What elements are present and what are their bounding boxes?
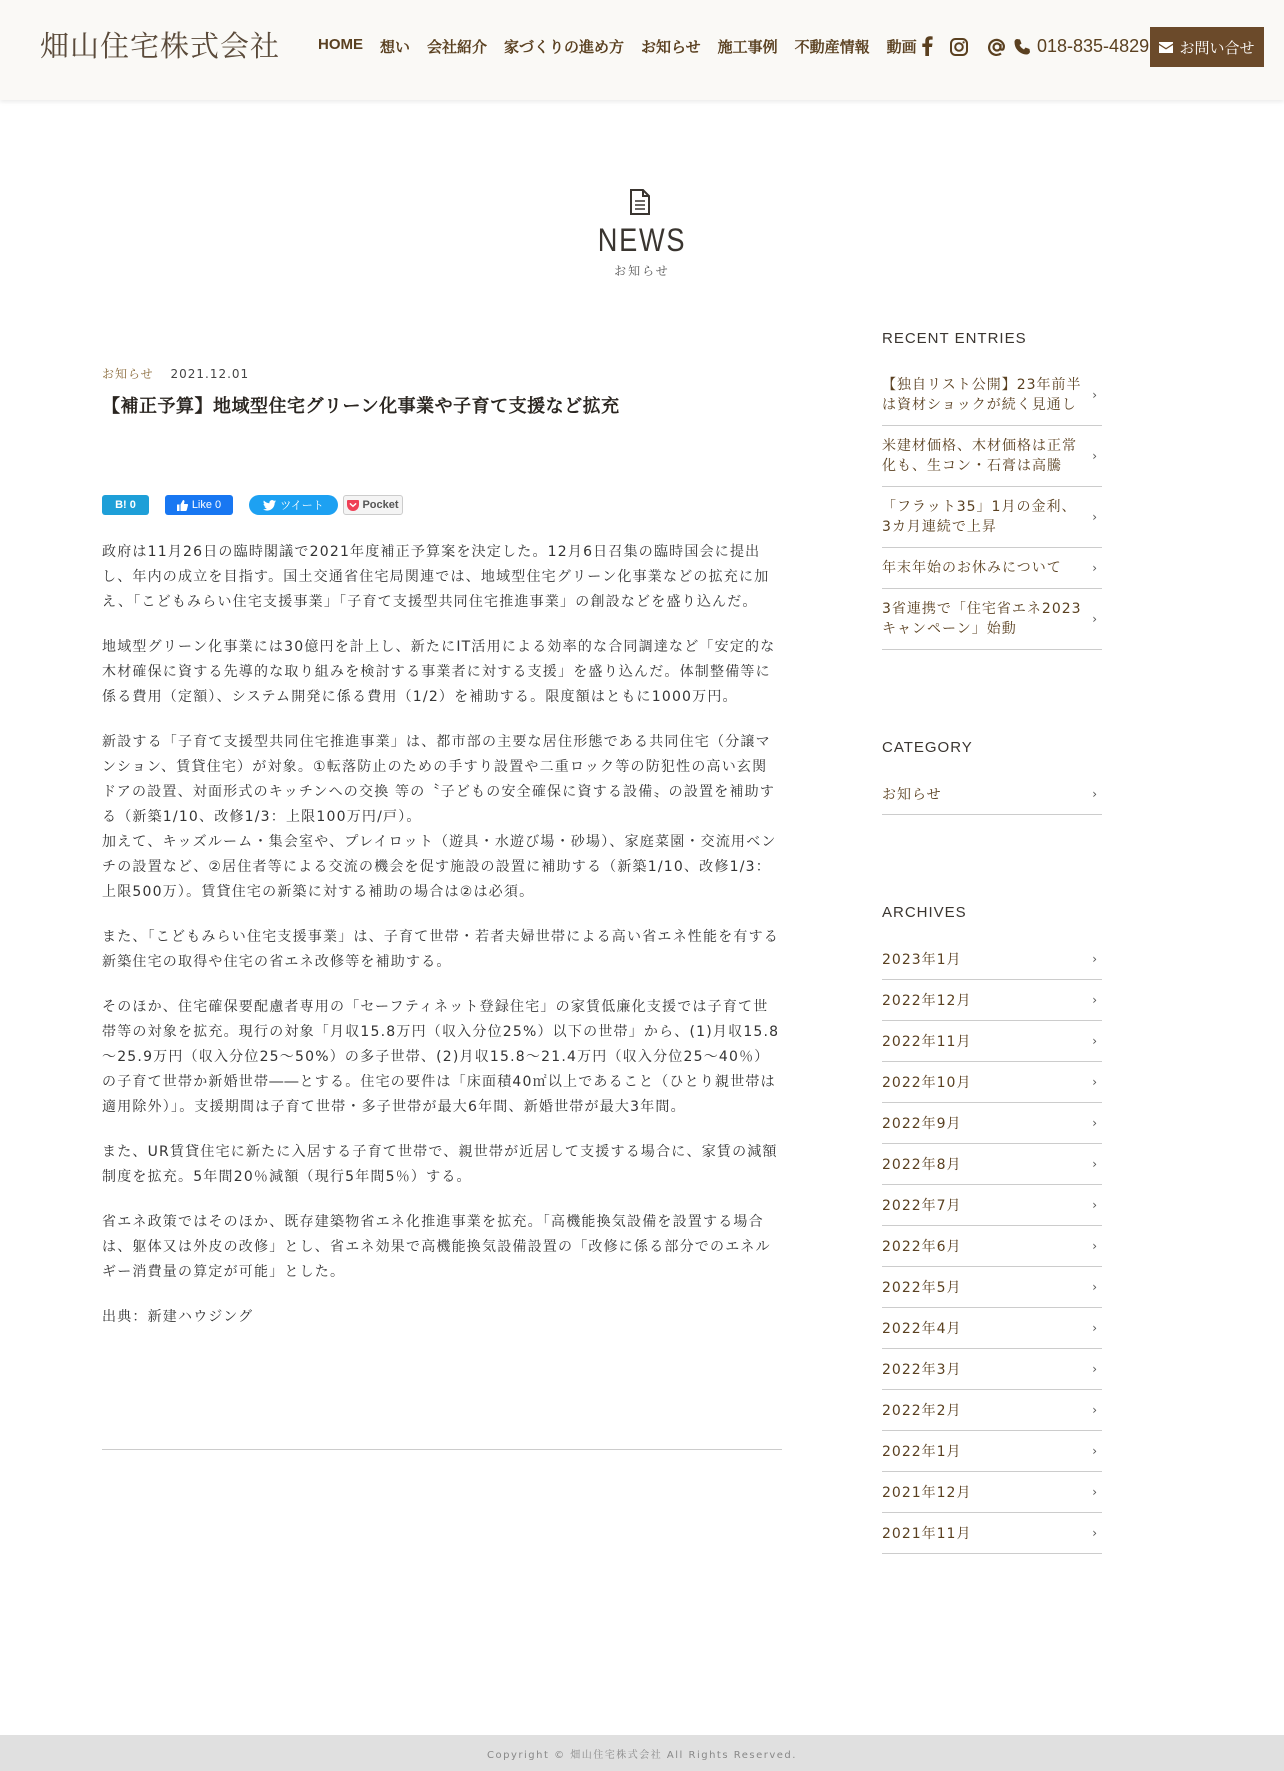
article-paragraph: 地域型グリーン化事業には30億円を計上し、新たにIT活用による効率的な合同調達など「安定的な木材確保に資する先導的な取り組みを検討する事業者に対する支援」を盛り込んだ。体制整備等に係る費用（定額）、システム開発に係る費用（1/2）を補助する。限度額はともに1000万円。 (102, 639, 776, 705)
archive-label: 2022年3月 (882, 1362, 962, 1378)
pocket-label: Pocket (362, 499, 399, 511)
chevron-right-icon: › (1092, 1157, 1098, 1171)
chevron-right-icon: › (1092, 1116, 1098, 1130)
nav-realestate[interactable]: 不動産情報 (794, 39, 870, 56)
article-paragraph: 加えて、キッズルーム・集会室や、プレイロット（遊具・水遊び場・砂場）、家庭菜園・交流用ベンチの設置など、②居住者等による交流の機会を促す施設の設置に補助する（新築1/10、改修1/3：上限500万）。賃貸住宅の新築に対する補助の場合は②は必須。 (102, 834, 777, 900)
recent-entries-list (882, 365, 1102, 650)
page-subtitle: お知らせ (614, 264, 670, 278)
archive-link[interactable] (882, 1308, 1102, 1349)
archives-list (882, 939, 1102, 1554)
archive-label: 2021年12月 (882, 1485, 972, 1501)
facebook-icon[interactable] (920, 36, 934, 56)
recent-entry-label: 3省連携で「住宅省エネ2023キャンペーン」始動 (882, 601, 1082, 637)
chevron-right-icon: › (1092, 612, 1098, 626)
archive-label: 2022年5月 (882, 1280, 962, 1296)
envelope-icon (1159, 42, 1173, 53)
nav-home[interactable]: HOME (318, 36, 363, 53)
archive-label: 2021年11月 (882, 1526, 972, 1542)
archive-label: 2022年7月 (882, 1198, 962, 1214)
archive-label: 2022年11月 (882, 1034, 972, 1050)
article-paragraph: 省エネ政策ではそのほか、既存建築物省エネ化推進事業を拡充。「高機能換気設備を設置する場合は、躯体又は外皮の改修」とし、省エネ効果で高機能換気設備設置の「改修に係る部分でのエネルギー消費量の算定が可能」とした。 (102, 1214, 771, 1280)
site-header (0, 0, 1284, 100)
article-paragraph: また、「こどもみらい住宅支援事業」は、子育て世帯・若者夫婦世帯による高い省エネ性能を有する新築住宅の取得や住宅の省エネ改修等を補助する。 (102, 929, 779, 970)
recent-entry-link[interactable] (882, 365, 1102, 426)
archive-label: 2022年2月 (882, 1403, 962, 1419)
hatena-bookmark-button[interactable]: B! 0 (102, 495, 149, 515)
article-paragraph: そのほか、住宅確保要配慮者専用の「セーフティネット登録住宅」の家賃低廉化支援では子育て世帯等の対象を拡充。現行の対象「月収15.8万円（収入分位25%）以下の世帯」から、(1)月収15.8～25.9万円（収入分位25～50%）の多子世帯、(2)月収15.8～21.4万円（収入分位25～40％）の子育て世帯か新婚世帯――とする。住宅の要件は「床面積40㎡以上であること（ひとり親世帯は適用除外）」。支援期間は子育て世帯・多子世帯が最大6年間、新婚世帯が最大3年間。 (102, 999, 780, 1115)
nav-works[interactable]: 施工事例 (717, 39, 778, 56)
pocket-icon (347, 500, 359, 511)
site-footer (0, 1735, 1284, 1771)
archive-link[interactable] (882, 1103, 1102, 1144)
tweet-button[interactable] (249, 495, 338, 515)
at-sign-icon (987, 37, 1007, 57)
facebook-like-button[interactable] (165, 495, 233, 515)
nav-news[interactable]: お知らせ (641, 39, 701, 56)
chevron-right-icon: › (1092, 1403, 1098, 1417)
chevron-right-icon: › (1092, 1444, 1098, 1458)
article-divider (102, 1449, 782, 1450)
chevron-right-icon: › (1092, 449, 1098, 463)
facebook-like-label: Like 0 (191, 499, 222, 511)
article-title: 【補正予算】地域型住宅グリーン化事業や子育て支援など拡充 (102, 396, 620, 417)
archive-link[interactable] (882, 1144, 1102, 1185)
category-link[interactable] (882, 774, 1102, 815)
chevron-right-icon: › (1092, 1321, 1098, 1335)
recent-entry-link[interactable] (882, 426, 1102, 487)
article-date: 2021.12.01 (170, 367, 250, 381)
recent-entry-link[interactable] (882, 487, 1102, 548)
chevron-right-icon: › (1092, 1239, 1098, 1253)
site-logo[interactable]: 畑山住宅株式会社 (40, 29, 281, 63)
chevron-right-icon: › (1092, 561, 1098, 575)
global-nav (318, 36, 934, 57)
recent-entry-label: 【独自リスト公開】23年前半は資材ショックが続く見通し (882, 377, 1082, 413)
archive-link[interactable] (882, 1062, 1102, 1103)
article-paragraph: 新設する「子育て支援型共同住宅推進事業」は、都市部の主要な居住形態である共同住宅（分譲マンション、賃貸住宅）が対象。①転落防止のための手すり設置や二重ロック等の防犯性の高い玄関ドアの設置、対面形式のキッチンへの交換 等の〝子どもの安全確保に資する設備〟の設置を補助する（新築1/10、改修1/3：上限100万円/戸）。 (102, 734, 776, 825)
contact-button-label: お問い合せ (1179, 39, 1255, 57)
archive-label: 2022年9月 (882, 1116, 962, 1132)
archive-label: 2022年10月 (882, 1075, 972, 1091)
thumbs-up-icon (177, 500, 188, 511)
phone-icon (1013, 38, 1031, 56)
chevron-right-icon: › (1092, 388, 1098, 402)
archive-link[interactable] (882, 1513, 1102, 1554)
chevron-right-icon: › (1092, 993, 1098, 1007)
instagram-icon[interactable] (950, 38, 968, 56)
contact-button[interactable] (1150, 27, 1264, 67)
chevron-right-icon: › (1092, 510, 1098, 524)
chevron-right-icon: › (1092, 1034, 1098, 1048)
article-source: 出典：新建ハウジング (102, 1309, 254, 1325)
archive-label: 2023年1月 (882, 952, 962, 968)
nav-video[interactable]: 動画 (886, 39, 917, 56)
archive-label: 2022年6月 (882, 1239, 962, 1255)
nav-process[interactable]: 家づくりの進め方 (504, 39, 625, 56)
nav-company[interactable]: 会社紹介 (427, 39, 488, 56)
phone-link[interactable] (987, 36, 1149, 57)
recent-entries-heading: RECENT ENTRIES (882, 330, 1027, 347)
article-meta (102, 365, 249, 382)
archive-label: 2022年1月 (882, 1444, 962, 1460)
recent-entry-link[interactable] (882, 589, 1102, 650)
pocket-button[interactable] (343, 495, 403, 515)
article-body (102, 540, 782, 1350)
article-paragraph: また、UR賃貸住宅に新たに入居する子育て世帯で、親世帯が近居して支援する場合に、家賃の減額制度を拡充。5年間20％減額（現行5年間5％）する。 (102, 1144, 778, 1185)
archive-link[interactable] (882, 939, 1102, 980)
chevron-right-icon: › (1092, 952, 1098, 966)
archive-link[interactable] (882, 1390, 1102, 1431)
archive-link[interactable] (882, 1021, 1102, 1062)
chevron-right-icon: › (1092, 1526, 1098, 1540)
category-heading: CATEGORY (882, 739, 973, 756)
archive-link[interactable] (882, 1431, 1102, 1472)
archive-link[interactable] (882, 980, 1102, 1021)
archive-link[interactable] (882, 1226, 1102, 1267)
archive-link[interactable] (882, 1349, 1102, 1390)
archive-label: 2022年12月 (882, 993, 972, 1009)
recent-entry-link[interactable] (882, 548, 1102, 589)
archive-link[interactable] (882, 1267, 1102, 1308)
archives-heading: ARCHIVES (882, 904, 967, 921)
chevron-right-icon: › (1092, 1075, 1098, 1089)
recent-entry-label: 年末年始のお休みについて (882, 560, 1062, 576)
article-paragraph: 政府は11月26日の臨時閣議で2021年度補正予算案を決定した。12月6日召集の臨時国会に提出し、年内の成立を目指す。国土交通省住宅局関連では、地域型住宅グリーン化事業などの拡充に加え、「こどもみらい住宅支援事業」「子育て支援型共同住宅推進事業」の創設などを盛り込んだ。 (102, 544, 770, 610)
article-category[interactable]: お知らせ (102, 367, 154, 381)
chevron-right-icon: › (1092, 1485, 1098, 1499)
archive-label: 2022年4月 (882, 1321, 962, 1337)
recent-entry-label: 「フラット35」1月の金利、3カ月連続で上昇 (882, 499, 1077, 535)
category-list (882, 774, 1102, 815)
chevron-right-icon: › (1092, 1280, 1098, 1294)
nav-philosophy[interactable]: 想い (380, 39, 411, 56)
chevron-right-icon: › (1092, 1198, 1098, 1212)
archive-link[interactable] (882, 1472, 1102, 1513)
phone-number: 018-835-4829 (1037, 36, 1150, 56)
chevron-right-icon: › (1092, 1362, 1098, 1376)
chevron-right-icon: › (1092, 787, 1098, 801)
tweet-label: ツイート (280, 500, 324, 512)
category-label: お知らせ (882, 787, 942, 803)
archive-link[interactable] (882, 1185, 1102, 1226)
document-icon (629, 188, 651, 216)
page-title: NEWS (597, 222, 687, 258)
archive-label: 2022年8月 (882, 1157, 962, 1173)
recent-entry-label: 米建材価格、木材価格は正常化も、生コン・石膏は高騰 (882, 438, 1077, 474)
twitter-bird-icon (263, 500, 276, 511)
copyright-text: Copyright © 畑山住宅株式会社 All Rights Reserved. (487, 1749, 797, 1761)
